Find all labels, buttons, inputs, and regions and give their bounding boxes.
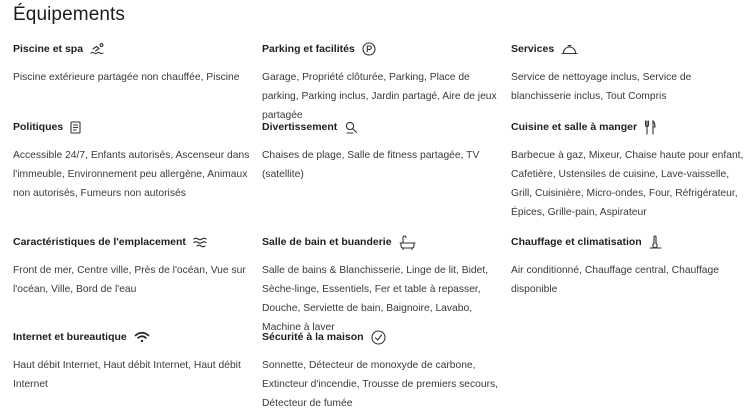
- document-icon: [70, 121, 81, 134]
- section-text: Accessible 24/7, Enfants autorisés, Ascenseur dans l'immeuble, Environnement peu allergène, Animaux non autorisés, Fumeurs non autorisés: [13, 150, 250, 199]
- section-chauffage-et-climatisation: [511, 233, 750, 299]
- check-circle-icon: [371, 330, 386, 345]
- waves-icon: [193, 236, 208, 248]
- section-text: Haut débit Internet, Haut débit Internet, Haut débit Internet: [13, 360, 241, 390]
- section-title: Parking et facilités: [262, 43, 355, 55]
- bathtub-icon: [399, 235, 416, 250]
- section-text: Chaises de plage, Salle de fitness partagée, TV (satellite): [262, 150, 480, 180]
- section-caracteristiques-emplacement: [13, 233, 253, 299]
- section-salle-de-bain-et-buanderie: [262, 233, 502, 337]
- section-services: [511, 40, 750, 106]
- section-title: Salle de bain et buanderie: [262, 236, 392, 248]
- section-internet-et-bureautique: [13, 328, 253, 394]
- section-text: Sonnette, Détecteur de monoxyde de carbone, Extincteur d'incendie, Trousse de premiers secours, Détecteur de fumée: [262, 360, 499, 409]
- section-title: Divertissement: [262, 121, 338, 133]
- section-text: Barbecue à gaz, Mixeur, Chaise haute pour enfant, Cafetière, Ustensiles de cuisine, Lave-vaisselle, Grill, Cuisinière, Micro-ondes, Four, Réfrigérateur, Épices, Grille-pain, Aspirateur: [511, 150, 744, 218]
- section-title: Internet et bureautique: [13, 331, 127, 343]
- section-title: Caractéristiques de l'emplacement: [13, 236, 186, 248]
- section-text: Garage, Propriété clôturée, Parking, Place de parking, Parking inclus, Jardin partagé, Aire de jeux partagée: [262, 72, 497, 121]
- section-securite-a-la-maison: [262, 328, 502, 413]
- section-text: Piscine extérieure partagée non chauffée, Piscine: [13, 72, 240, 83]
- section-text: Front de mer, Centre ville, Près de l'océan, Vue sur l'océan, Ville, Bord de l'eau: [13, 265, 246, 295]
- section-text: Air conditionné, Chauffage central, Chauffage disponible: [511, 265, 719, 295]
- pool-icon: [90, 43, 105, 55]
- service-bell-icon: [561, 43, 578, 56]
- parking-icon: [362, 42, 376, 56]
- section-title: Sécurité à la maison: [262, 331, 364, 343]
- section-cuisine-et-salle-a-manger: [511, 118, 750, 222]
- section-title: Politiques: [13, 121, 64, 133]
- cutlery-icon: [644, 120, 656, 135]
- section-text: Service de nettoyage inclus, Service de blanchisserie inclus, Tout Compris: [511, 72, 692, 102]
- section-text: Salle de bains & Blanchisserie, Linge de lit, Bidet, Sèche-linge, Essentiels, Fer et table à repasser, Douche, Serviette de bain, Baignoire, Lavabo, Machine à laver: [262, 265, 489, 333]
- section-title: Piscine et spa: [13, 43, 84, 55]
- section-divertissement: [262, 118, 502, 184]
- section-politiques: [13, 118, 253, 203]
- thermometer-icon: [649, 235, 662, 249]
- section-title: Services: [511, 43, 555, 55]
- section-piscine-et-spa: [13, 40, 253, 87]
- page-title: Équipements: [13, 4, 126, 25]
- entertainment-icon: [344, 121, 359, 134]
- wifi-icon: [134, 331, 150, 343]
- section-title: Chauffage et climatisation: [511, 236, 642, 248]
- section-title: Cuisine et salle à manger: [511, 121, 638, 133]
- section-parking-et-facilites: [262, 40, 502, 125]
